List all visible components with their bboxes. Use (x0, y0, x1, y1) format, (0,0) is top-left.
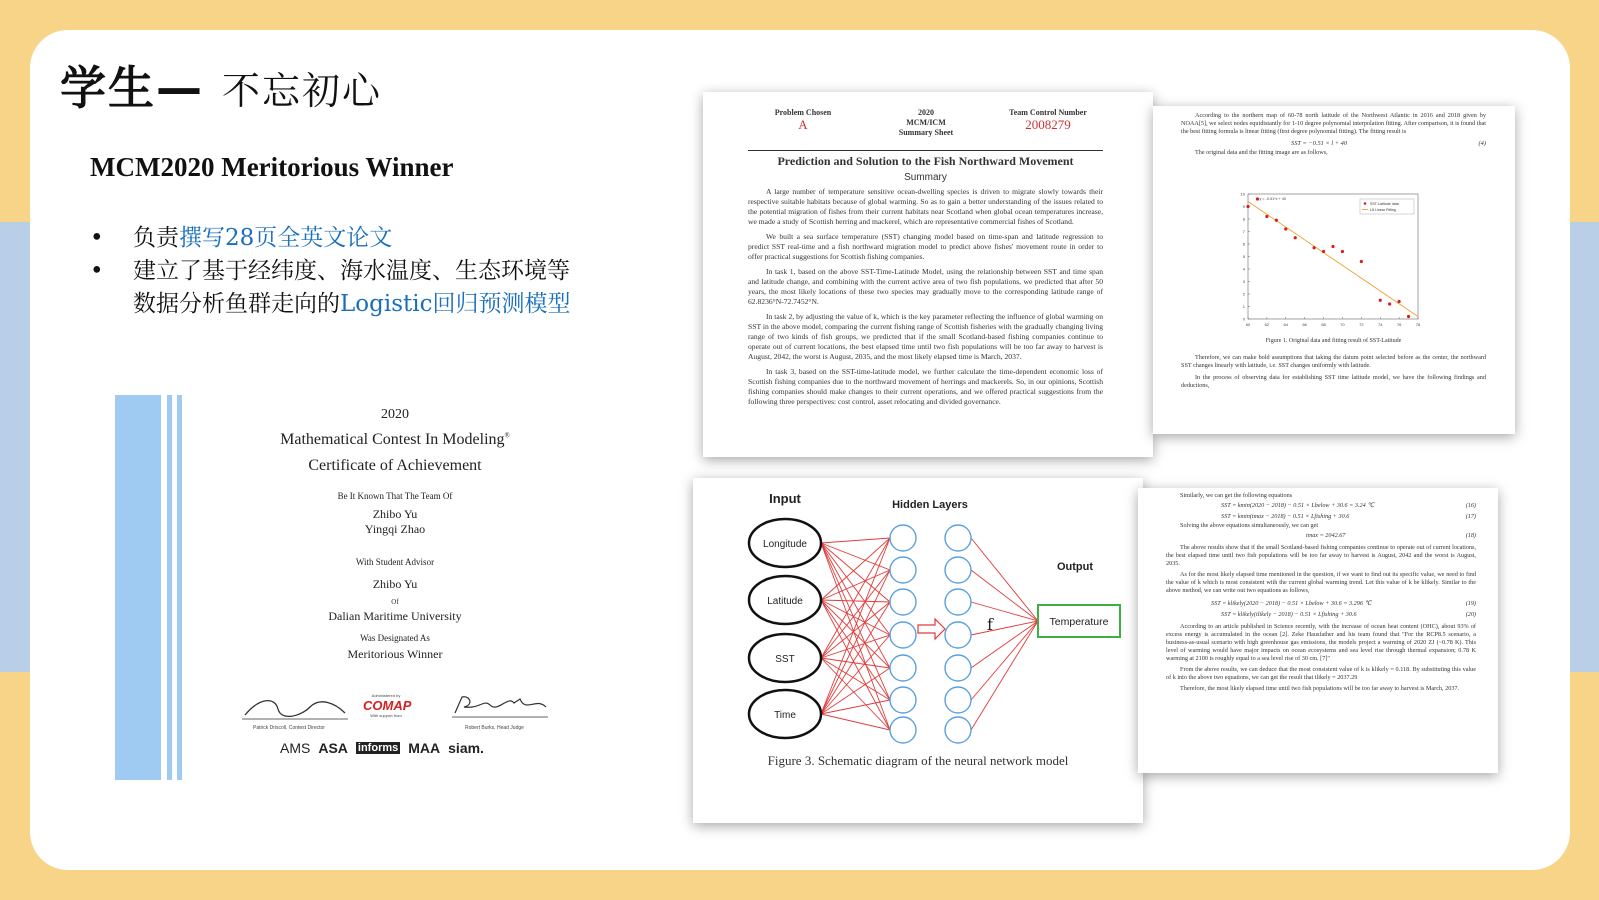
cert-title: Certificate of Achievement (308, 457, 482, 474)
data-point (1379, 299, 1382, 302)
contest-block (881, 108, 971, 138)
comap-logo (363, 693, 412, 718)
hidden-layer-label: Hidden Layers (892, 499, 968, 511)
problem-label: Problem Chosen (774, 108, 832, 117)
spacer (971, 668, 1043, 700)
cert-advisor: Zhibo Yu (372, 577, 418, 591)
x-tick-label: 78 (1415, 322, 1421, 327)
equation-number: (18) (1465, 532, 1476, 539)
equation-20 (1166, 609, 1476, 620)
fitting-paragraph: Therefore, we can make bold assumptions that taking the datum point selected before as the center, the northward SST changes linearly with latitude, i.e. SST changes uniformly with latitude. (1181, 354, 1486, 369)
equation-18 (1166, 530, 1476, 541)
judge-signature-icon (450, 691, 550, 721)
spacer (971, 538, 1043, 635)
spacer (971, 538, 1043, 730)
equation-text: SST = kmin(2020 − 2018) − 0.51 × Lbelow + 30.6 = 3.24 ℃ (1221, 502, 1375, 509)
equation-16 (1166, 500, 1476, 511)
cert-of: Of (391, 598, 399, 606)
fit-equation-label: y = -0.51*x + 40 (1259, 197, 1287, 201)
data-point (1265, 215, 1268, 218)
cert-designated: Was Designated As (360, 633, 430, 643)
cert-contest (235, 431, 555, 449)
fitting-text (1181, 112, 1486, 162)
data-point (1313, 246, 1316, 249)
x-tick-label: 72 (1359, 322, 1364, 327)
summary-paragraph: We built a sea surface temperature (SST) changing model based on time-span and latitude regression to predict SST real-time and a fish northward migration model to predict above fishes' movement route in order to offer practical suggestions for Scottish fishing companies. (748, 232, 1103, 261)
data-point (1360, 260, 1363, 263)
connection-line (821, 538, 890, 714)
neural-network-diagram (693, 478, 1143, 823)
eq-paragraph: The above results show that if the small Scotland-based fishing companies continue to operate out of current locations, the best elapsed time until two fish populations will be too far away to harvest is August, 2042 and the worst is August, 2035. (1166, 544, 1476, 567)
fitting-intro: According to the northern map of 60-78 north latitude of the Northwest Atlantic in 2016 and 2018 given by NOAA[5], we select nodes equidistantly for 1-10 degree polynomial interpolation fitting. After comparison, it is found that the best fitting formula is linear fitting (first degree polynomial fitting). The fitting result is (1181, 112, 1487, 135)
equation-text: SST = klikely(2020 − 2018) − 0.51 × Lbelow + 30.6 = 3.296 ℃ (1211, 600, 1372, 607)
hidden-node (890, 655, 916, 681)
data-point (1322, 250, 1325, 253)
director-signature-label: Patrick Driscoll, Contest Director (253, 725, 325, 731)
paper-fitting-page (1153, 106, 1515, 434)
output-node-label: Temperature (1049, 616, 1109, 628)
contest-sheet: Summary Sheet (898, 128, 954, 137)
bullet-text: 数据分析鱼群走向的 (133, 291, 340, 317)
comap-logo-text: COMAP (363, 698, 412, 713)
cert-be-it-known: Be It Known That The Team Of (337, 491, 453, 501)
spacer (971, 700, 1043, 730)
equation-text: tmax = 2042.67 (1306, 532, 1346, 539)
x-tick-label: 68 (1321, 322, 1326, 327)
problem-chosen (758, 108, 848, 133)
problem-value: A (798, 117, 808, 132)
x-tick-label: 60 (1245, 322, 1251, 327)
input-node-label: Longitude (763, 539, 807, 550)
x-tick-label: 74 (1377, 322, 1383, 327)
equation-number: (4) (1478, 140, 1486, 147)
summary-paragraph: In task 1, based on the above SST-Time-Latitude Model, using the relationship between SST and time span and latitude change, and combining with the current active area of two fish populations, we predicted that after 50 years, the most likely locations of these two species may gradually move to the corresponding latitude range of 62.8236°N-72.7452°N. (748, 267, 1103, 306)
y-tick-label: 3 (1242, 279, 1245, 284)
summary-paragraph: In task 3, based on the SST-time-latitude model, we further calculate the time-dependent economic loss of Scottish fishing companies due to the northward movement of herrings and mackerels. So, in our opinions, Scottish fishing companies should make changes to their current operations, and we offered practical suggestions from the following three perspectives: cost control, asset relocating and divided governance. (748, 367, 1103, 406)
fit-line (1248, 202, 1418, 317)
paper-neural-network (693, 478, 1143, 823)
hidden-node (945, 655, 971, 681)
spacer (971, 538, 1043, 602)
slide-title (60, 52, 382, 118)
spacer (971, 635, 1043, 668)
equation-number: (19) (1465, 600, 1476, 607)
y-tick-label: 1 (1242, 304, 1245, 309)
connection-line (971, 570, 1038, 621)
judge-signature-label: Robert Burks, Head Judge (465, 725, 524, 731)
nn-caption: Figure 3. Schematic diagram of the neural network model (767, 753, 1069, 768)
data-point (1246, 205, 1249, 208)
connection-line (821, 658, 890, 668)
hidden-node (890, 717, 916, 743)
paper-summary-sheet (703, 92, 1153, 457)
spacer (971, 538, 1043, 570)
spacer (971, 635, 1043, 700)
bullet-list (90, 222, 570, 321)
connection-line (821, 570, 890, 600)
y-tick-label: 6 (1242, 241, 1245, 247)
x-tick-label: 62 (1264, 322, 1270, 327)
equation-19 (1166, 598, 1476, 609)
y-tick-label: 5 (1242, 254, 1245, 259)
bullet-item-2 (90, 255, 570, 321)
data-point (1294, 236, 1297, 239)
slide-card (30, 30, 1570, 870)
certificate-stripe (115, 395, 161, 780)
equation-number: (16) (1465, 502, 1476, 509)
divider (748, 150, 1103, 151)
spacer (971, 570, 1043, 730)
summary-heading: Summary (904, 172, 947, 183)
equation-17 (1166, 511, 1476, 522)
hidden-node (890, 557, 916, 583)
certificate (115, 395, 585, 780)
hidden-node (945, 589, 971, 615)
input-node-label: Time (774, 710, 796, 721)
legend-marker (1364, 202, 1367, 205)
y-tick-label: 7 (1242, 229, 1245, 234)
spacer (971, 538, 1043, 570)
connection-line (821, 543, 890, 602)
fitting-chart (1228, 186, 1433, 336)
spacer (971, 635, 1043, 730)
spacer (971, 602, 1043, 730)
cert-member: Zhibo Yu (372, 507, 418, 521)
eq-paragraph: From the above results, we can deduce that the most consistent value of k is klikely = 0.118. By substituting this value of k into the above two equations, we can get the result that tlikely = 2037.29 (1166, 666, 1476, 681)
hidden-node (890, 687, 916, 713)
x-tick-label: 70 (1340, 322, 1345, 327)
hidden-node (890, 622, 916, 648)
sponsor-logos (280, 740, 560, 756)
input-node-label: SST (775, 654, 795, 665)
equation-text: SST = −0.51 × l + 40 (1291, 140, 1348, 147)
plot-intro: The original data and the fitting image are as follows, (1195, 149, 1328, 156)
spacer (971, 700, 1043, 730)
fitting-after-text (1181, 354, 1486, 395)
bullet-highlight: Logistic回归预测模型 (340, 291, 571, 317)
certificate-stripe (177, 395, 182, 780)
data-point (1284, 227, 1287, 230)
x-tick-label: 64 (1283, 322, 1289, 327)
ams-logo: AMS (280, 740, 311, 756)
title-sub: 不忘初心 (222, 69, 383, 113)
y-tick-label: 9 (1242, 204, 1245, 209)
spacer (971, 538, 1043, 668)
x-tick-label: 66 (1302, 322, 1307, 327)
bullet-dot: • (90, 225, 104, 251)
x-tick-label: 76 (1396, 322, 1402, 327)
output-layer-label: Output (1056, 561, 1094, 573)
award-subtitle: MCM2020 Meritorious Winner (90, 152, 454, 182)
spacer (971, 602, 1043, 730)
bullet-dot: • (90, 258, 104, 284)
y-tick-label: 10 (1240, 191, 1245, 197)
equations-body (1166, 492, 1476, 693)
equation-text: SST = kmin(tmax − 2018) − 0.51 × Lfishing + 30.6 (1221, 513, 1350, 520)
connection-line (821, 600, 890, 602)
cert-member: Yingqi Zhao (364, 522, 426, 536)
paper-title: Prediction and Solution to the Fish Northward Movement (777, 154, 1074, 168)
eq-paragraph: Therefore, the most likely elapsed time until two fish populations will be too far away to harvest is March, 2037. (1180, 685, 1460, 692)
arrow-icon (918, 619, 945, 639)
cert-year: 2020 (381, 407, 409, 422)
hidden-node (945, 717, 971, 743)
connection-line (821, 538, 890, 658)
data-point (1341, 250, 1344, 253)
hidden-node (945, 557, 971, 583)
spacer (971, 668, 1043, 700)
y-tick-label: 2 (1242, 291, 1245, 297)
eq-text: Solving the above equations simultaneously, we can get (1180, 522, 1319, 529)
comap-bottom-label: With support from (370, 713, 402, 718)
y-tick-label: 0 (1242, 316, 1245, 322)
data-point (1407, 315, 1410, 318)
equation-number: (20) (1465, 611, 1476, 618)
hidden-node (945, 622, 971, 648)
y-tick-label: 8 (1242, 216, 1245, 222)
connection-line (821, 538, 890, 543)
spacer (971, 570, 1043, 700)
spacer (971, 570, 1043, 730)
maa-logo: MAA (408, 740, 441, 756)
spacer (971, 538, 1043, 730)
siam-logo: siam. (448, 740, 484, 756)
data-point (1398, 300, 1401, 303)
cert-award: Meritorious Winner (347, 647, 443, 661)
spacer (971, 635, 1043, 730)
legend-label: SST-Latitude data (1370, 202, 1399, 206)
summary-paragraph: In task 2, by adjusting the value of k, which is the key parameter reflecting the influence of global warming on SST in the above model, comparing the current fishing range of Scottish fisheries with the gradually changing living range of two kinds of fish groups, we predicted that if the small Scotland-based fishing companies continue to operate out of current locations, the best elapsed time until two fish populations will be too far away to harvest is August, 2042, the worst is August, 2035, and the most likely elapsed time is March, 2037. (748, 312, 1103, 361)
team-control (993, 108, 1103, 133)
spacer (971, 538, 1043, 635)
spacer (971, 570, 1043, 700)
equation-text: SST = klikely(tlikely − 2018) − 0.51 × Lfishing + 30.6 (1221, 611, 1357, 618)
comap-top-label: Administered by (371, 693, 401, 698)
contest-name: MCM/ICM (906, 118, 946, 127)
eq-text: Similarly, we can get the following equations (1180, 492, 1293, 499)
connection-line (821, 714, 890, 730)
cert-contest-name: Mathematical Contest In Modeling (280, 431, 505, 448)
eq-paragraph: As for the most likely elapsed time mentioned in the question, if we want to find out its specific value, we need to find the value of k which is most consistent with the current global warming trend. Let this value of k be klikely. Similar to the above method, we can write out two equations as follows, (1166, 571, 1476, 594)
fitting-equation (1181, 138, 1486, 149)
summary-paragraph: A large number of temperature sensitive ocean-dwelling species is driven to migrate slowly towards their respective suitable habitats because of global warming. So as to gain a better understanding of the issues related to the potential migration of fishes from their current habitats near Scotland when global ocean temperatures increase, we made a study of Scottish herring and mackerel, which are representative commercial fishes of Scotland. (748, 187, 1103, 226)
input-layer-label: Input (769, 491, 801, 506)
certificate-stripe (167, 395, 172, 780)
figure-caption: Figure 1. Original data and fitting result of SST-Latitude (1265, 338, 1402, 344)
hidden-node (890, 589, 916, 615)
contest-year: 2020 (918, 108, 934, 117)
data-point (1275, 219, 1278, 222)
y-tick-label: 4 (1242, 266, 1245, 272)
spacer (971, 635, 1043, 700)
connection-line (821, 570, 890, 714)
connection-line (971, 621, 1038, 730)
legend-label: L8 Linear Fitting (1370, 208, 1396, 212)
connection-line (971, 602, 1038, 621)
spacer (971, 635, 1043, 668)
bullet-highlight: 撰写28页全英文论文 (179, 225, 393, 251)
equation-number: (17) (1465, 513, 1476, 520)
hidden-node (945, 687, 971, 713)
bullet-item-1 (90, 222, 570, 255)
paper-equations (1138, 488, 1498, 773)
activation-function-label: f (987, 615, 993, 634)
summary-body (748, 187, 1103, 412)
informs-logo: informs (357, 742, 399, 754)
input-node-label: Latitude (767, 596, 803, 607)
team-label: Team Control Number (1009, 108, 1087, 117)
cert-university: Dalian Maritime University (328, 609, 462, 623)
connection-line (821, 570, 890, 658)
hidden-node (890, 525, 916, 551)
hidden-node (945, 525, 971, 551)
bullet-text: 负责 (133, 225, 179, 251)
spacer (971, 538, 1043, 602)
spacer (971, 538, 1043, 668)
connection-line (971, 538, 1038, 621)
eq-paragraph: According to an article published in Science recently, with the increase of ocean heat content (OHC), about 93% of excess energy is accumulated in the ocean [2]. Zeke Hausfather and his team found that "For the RCP8.5 scenario, a business-as-usual scenario with high greenhouse gas emissions, the models project a warming of 2020 ZJ (~0.78 K). This level of warming would have major impacts on ocean ecosystems and sea level rise through thermal expansion; 0.78 K warming at 2100 is roughly equal to a sea level rise of 30 cm. [7]" (1166, 623, 1476, 662)
data-point (1388, 302, 1391, 305)
asa-logo: ASA (318, 740, 348, 756)
director-signature-icon (240, 695, 350, 723)
cert-with-advisor: With Student Advisor (355, 557, 435, 567)
data-point (1331, 245, 1334, 248)
team-value: 2008279 (1025, 117, 1071, 132)
cert-reg-mark: ® (504, 431, 510, 440)
title-main: 学生— (60, 61, 204, 115)
bullet-text: 建立了基于经纬度、海水温度、生态环境等 (133, 258, 570, 284)
fitting-paragraph: In the process of observing data for establishing SST time latitude model, we have the following findings and deductions, (1181, 374, 1486, 389)
